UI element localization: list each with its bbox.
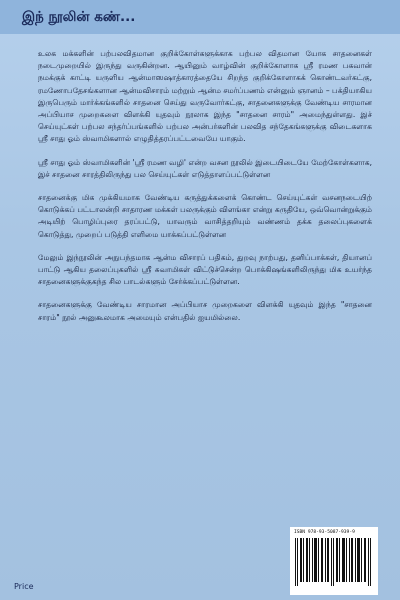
barcode xyxy=(290,527,378,595)
blurb-body xyxy=(38,48,372,335)
page-title: இந் நூலின் கண்... xyxy=(22,9,136,25)
paragraph-method: சாதனைக்கு மிக முக்கியமாக வேண்டிய கருத்துக்களைக் கொண்ட செய்யுட்கள் வசனநடையிற் கொடுக்கப் பட்டாலன்றி சாதாரண மக்கள் பலருக்கும் விளங்கா என்று கருதியே, ஒவ்வொன்றுக்கும் அடியிற் பொழிப்புரை தரப்பட்டு, யாவரும் வாசித்தறியும் வண்ணம் தக்க தலைப்புகளைக் கொடுத்து, முறைப் படுத்தி எளிமை யாக்கப்பட்டுள்ளன xyxy=(38,193,372,239)
barcode-bars-icon xyxy=(294,538,374,590)
price-label: Price xyxy=(14,582,34,591)
paragraph-appendix: மேலும் இந்நூலின் அநுபந்தமாக ஆன்ம விசாரப் பதிகம், துறவு நாற்பது, தனிப்பாக்கள், தியானப் பாட்டு ஆகிய தலைப்புகளில் ஸ்ரீ சுவாமிகள் விட்டுச்சென்ற பொக்கிஷங்களிலிருந்து மிக உயர்ந்த சாதனைகளுக்குகந்த சில பாடல்களும் சேர்க்கப்பட்டுள்ளன. xyxy=(38,252,372,287)
paragraph-conclusion: சாதனைகளுக்கு வேண்டிய சாரமான அப்பியாச முறைகளை விளக்கி யுதவும் இந்த "சாதனை சாரம்" நூல் அனுகூலமாக அமையும் என்பதில் ஐயமில்லை. xyxy=(38,300,372,322)
paragraph-source: ஸ்ரீ சாது ஓம் ஸ்வாமிகளின் 'ஸ்ரீ ரமண வழி' என்ற வசன நூலில் இடையிடையே மேற்கோள்களாக, இச் சாதனை சாரத்திலிருந்து பல செய்யுட்கள் எடுத்தாளப்பட்டுள்ளன xyxy=(38,157,372,179)
title-band xyxy=(0,0,400,34)
paragraph-intro: உலக மக்களின் பற்பலவிதமான குறிக்கோள்களுக்காக பற்பல விதமான யோக சாதனைகள் நடைமுறையில் இருந்து வருகின்றன. ஆயினும் வாழ்வின் குறிக்கோளாக ஸ்ரீ ரமண பகவான் நமக்குக் காட்டி யருளிய ஆன்மாஸஷாத்காரத்தையே சிறந்த குறிக்கோளாகக் கொண்டவர்கட்கு, ரமணோபதேசங்களான ஆன்மவிசாரம் மற்றும் ஆன்ம சமர்ப்பணம் என்னும் ஞானம் – பக்தியாகிய இருபெரும் மார்க்கங்களில் சாதனை செய்து வருவோர்கட்கு, சாதனைகளுக்கு வேண்டிய சாரமான அப்பியாச முறைகளை விளக்கி யுதவும் நூலாக இந்த "சாதனை சாரம்" அமைந்துள்ளது. இச் செய்யுட்கள் பற்பல சந்தர்ப்பங்களில் பற்பல அன்பர்களின் பலவித சந்தேகங்களுக்கு விடைகளாக ஸ்ரீ சாது ஓம் ஸ்வாமிகளால் எழுதித்தரப்பட்டவையே யாகும். xyxy=(38,49,372,144)
isbn-text: ISBN 978-93-5087-939-9 xyxy=(294,530,355,535)
